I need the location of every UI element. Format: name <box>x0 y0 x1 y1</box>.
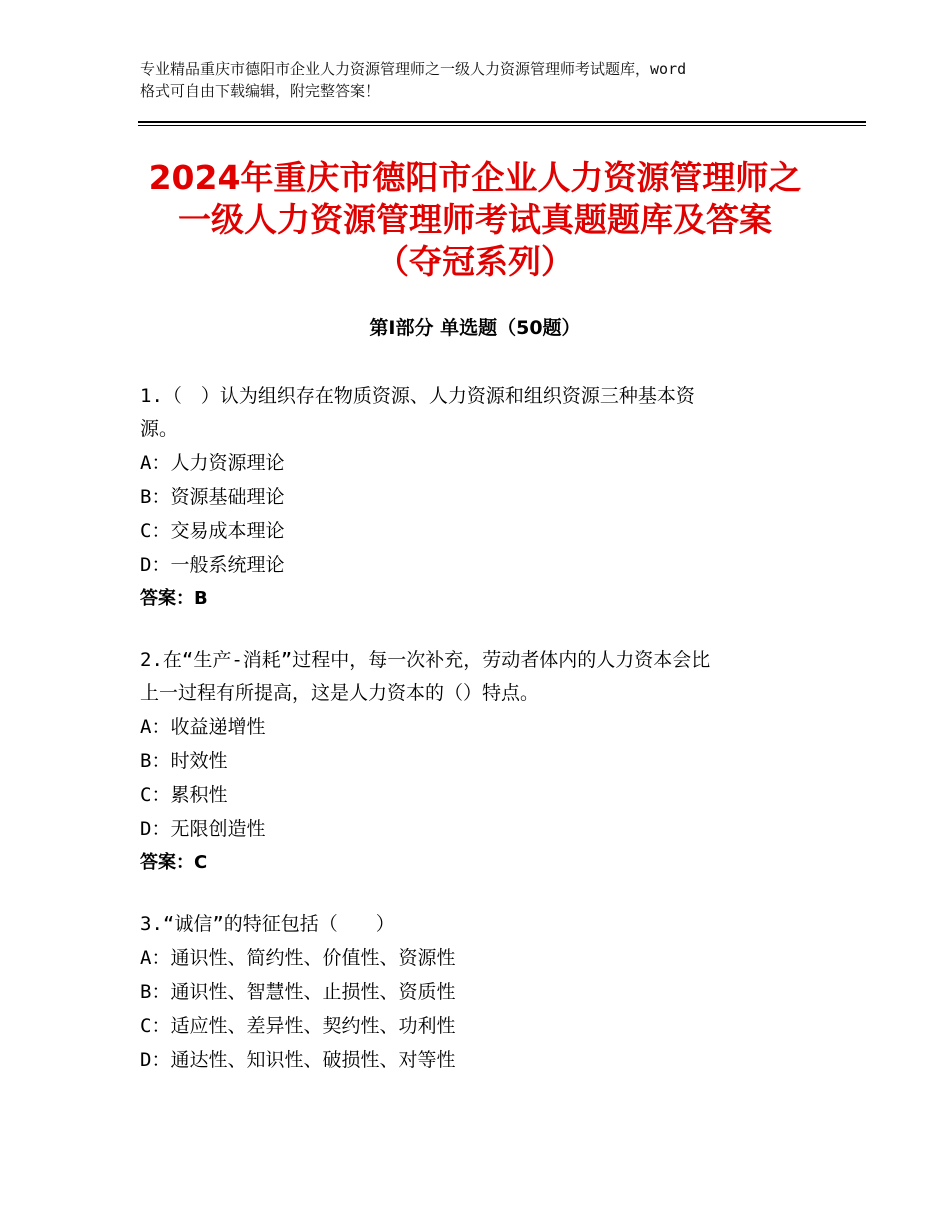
option-d: D：一般系统理论 <box>140 554 285 576</box>
option-c: C：交易成本理论 <box>140 520 285 542</box>
answer: 答案：C <box>140 852 208 873</box>
title-line-1: 2024年重庆市德阳市企业人力资源管理师之 <box>148 158 802 197</box>
option-a: A：通识性、简约性、价值性、资源性 <box>140 947 456 969</box>
document-title <box>100 157 850 283</box>
option-a: A：人力资源理论 <box>140 452 285 474</box>
section-title: 第Ⅰ部分 单选题（50题） <box>369 317 581 339</box>
option-c: C：累积性 <box>140 784 228 806</box>
question-1 <box>140 380 820 616</box>
header-rule-thin <box>138 125 866 126</box>
option-a: A：收益递增性 <box>140 716 266 738</box>
question-stem: 1.（ ）认为组织存在物质资源、人力资源和组织资源三种基本资 <box>140 385 695 407</box>
question-2 <box>140 644 820 880</box>
question-stem: 2.在“生产-消耗”过程中，每一次补充，劳动者体内的人力资本会比 <box>140 649 711 671</box>
question-stem: 3.“诚信”的特征包括（ ） <box>140 913 395 935</box>
option-b: B：资源基础理论 <box>140 486 285 508</box>
option-b: B：时效性 <box>140 750 228 772</box>
header-note <box>140 58 830 102</box>
title-line-3: （夺冠系列） <box>376 242 574 281</box>
option-c: C：适应性、差异性、契约性、功利性 <box>140 1015 456 1037</box>
question-stem-continued: 源。 <box>140 418 179 440</box>
option-d: D：无限创造性 <box>140 818 266 840</box>
header-rule-thick <box>138 121 866 123</box>
header-note-line-2: 格式可自由下载编辑，附完整答案！ <box>140 82 381 100</box>
option-b: B：通识性、智慧性、止损性、资质性 <box>140 981 456 1003</box>
header-note-line-1: 专业精品重庆市德阳市企业人力资源管理师之一级人力资源管理师考试题库，word <box>140 60 687 78</box>
question-list <box>140 380 820 1105</box>
title-line-2: 一级人力资源管理师考试真题题库及答案 <box>178 200 772 239</box>
answer: 答案：B <box>140 588 208 609</box>
option-d: D：通达性、知识性、破损性、对等性 <box>140 1049 456 1071</box>
question-3 <box>140 908 820 1077</box>
question-stem-continued: 上一过程有所提高，这是人力资本的（）特点。 <box>140 682 540 704</box>
